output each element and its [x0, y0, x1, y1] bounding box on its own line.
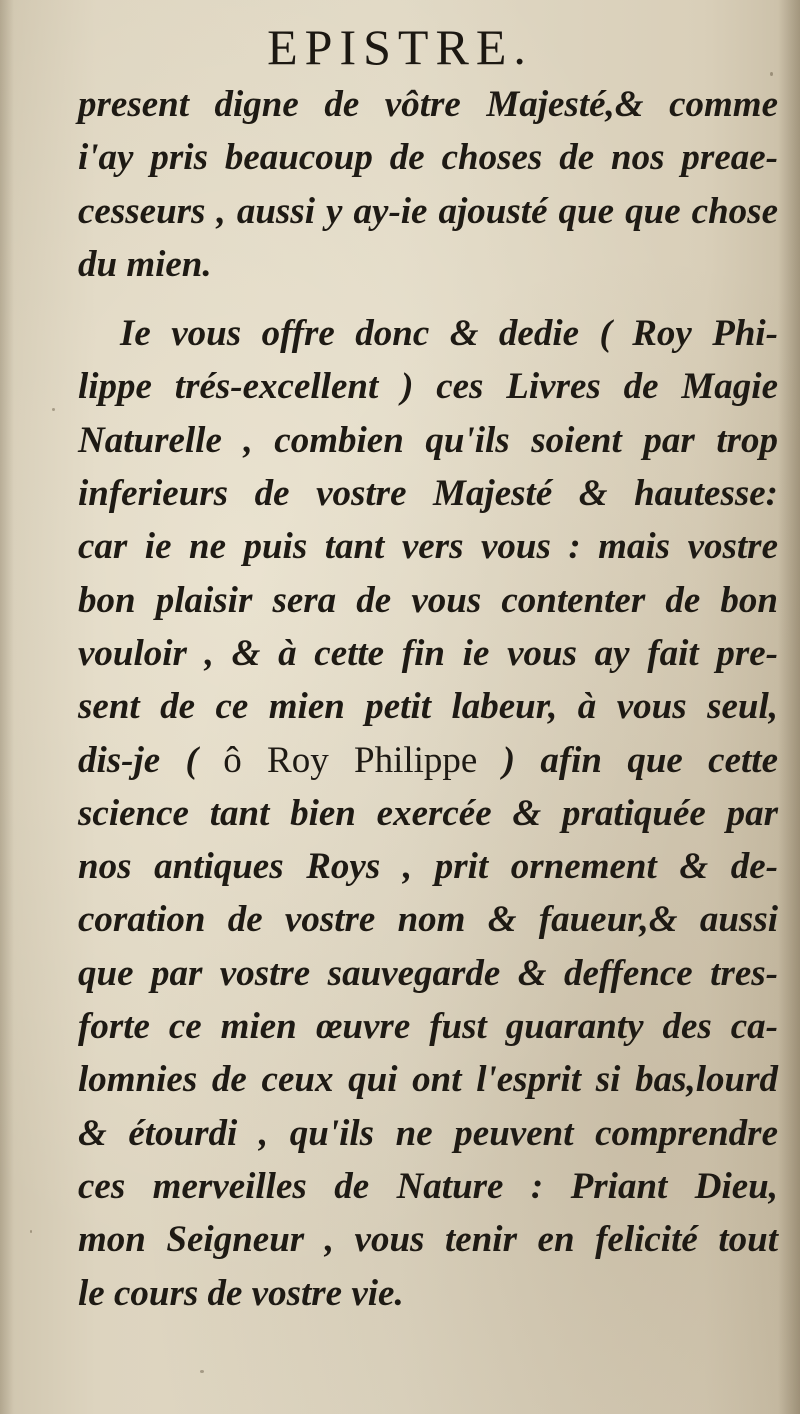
text-segment: dis-je ( — [78, 739, 198, 781]
text-line: sent de ce mien petit labeur, à vous seul, — [78, 686, 778, 728]
text-line: que par vostre sauvegarde & deffence tres- — [78, 952, 778, 994]
text-line: coration de vostre nom & faueur,& aussi — [78, 899, 778, 941]
text-line: Ie vous offre donc & dedie ( Roy Phi- — [120, 313, 778, 355]
text-line: Naturelle , combien qu'ils soient par trop — [78, 419, 778, 461]
text-line-mixed — [78, 734, 778, 787]
page-edge-shadow — [778, 0, 800, 1414]
paper-speck — [52, 408, 55, 411]
page-gutter-shadow — [0, 0, 14, 1414]
text-line: & étourdi , qu'ils ne peuvent comprendre — [78, 1112, 778, 1154]
text-line: ces merveilles de Nature : Priant Dieu, — [78, 1165, 778, 1207]
text-line: du mien. — [78, 243, 212, 285]
text-line: cesseurs , aussi y ay-ie ajousté que que chose — [78, 190, 778, 232]
text-segment-roman: ô Roy Philippe — [223, 739, 478, 781]
text-line: nos antiques Roys , prit ornement & de- — [78, 846, 778, 888]
text-line: science tant bien exercée & pratiquée par — [78, 792, 778, 834]
paper-speck — [200, 1370, 204, 1373]
text-line: mon Seigneur , vous tenir en felicité tout — [78, 1219, 778, 1261]
text-line: inferieurs de vostre Majesté & hautesse: — [78, 473, 778, 515]
text-line: le cours de vostre vie. — [78, 1272, 404, 1314]
paragraph-gap — [78, 291, 778, 307]
text-line: bon plaisir sera de vous contenter de bon — [78, 579, 778, 621]
text-line: lomnies de ceux qui ont l'esprit si bas,lourd — [78, 1059, 778, 1101]
running-head: EPISTRE. — [267, 19, 533, 75]
text-line: vouloir , & à cette fin ie vous ay fait pre- — [78, 632, 778, 674]
text-line: present digne de vôtre Majesté,& comme — [78, 84, 778, 125]
text-segment: ) afin que cette — [502, 739, 778, 781]
text-line: forte ce mien œuvre fust guaranty des ca- — [78, 1006, 778, 1048]
paper-speck — [30, 1230, 32, 1233]
body-text — [78, 78, 778, 1320]
text-line: lippe trés-excellent ) ces Livres de Magie — [78, 366, 778, 408]
text-line: car ie ne puis tant vers vous : mais vostre — [78, 526, 778, 568]
text-line: i'ay pris beaucoup de choses de nos preae- — [78, 137, 778, 179]
